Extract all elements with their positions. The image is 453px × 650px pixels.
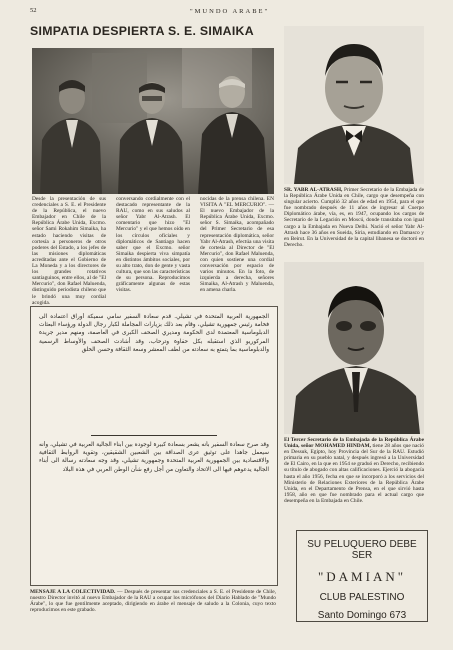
article-column-1: Desde la presentación de sus credenciales a S. E. el Presidente de la República, el nuevo Embajador en Chile de la República Árabe Unida, Excmo. señor Sami Rokahim Simaika, ha estado haciendo visitas de cortesía a personeros de otros poderes del Estado, a los jefes de las misiones diplomáticas acreditadas ante el Gobierno de La Moneda y a los directores de los grandes rotativos santiaguinos, entre ellos, al de "El Mercurio", don Rafael Maluenda, distinguido periodista chileno que le brindó una muy cordial acogida. [32, 196, 106, 306]
ad-line-4: Santo Domingo 673 [317, 610, 407, 621]
portrait-hindam-caption [284, 437, 424, 504]
portrait-atrash [284, 26, 424, 184]
bottom-caption-title: MENSAJE A LA COLECTIVIDAD. [30, 589, 116, 595]
article-column-3: nocidas de la prensa chilena. EN VISITA A "EL MERCURIO". — El nuevo Embajador de la República Árabe Unida, Excmo. señor S. Simaika, acompañado del Primer Secretario de esa representación diplomática, señor Yabr Al-Atrash, efectúa una visita de cortesía al Director de "El Mercurio", don Rafael Maluenda, con quien sostiene una cordial conversación por espacio de varios minutos. En la foto, de izquierda a derecha, señores Simaika, Al-Atrash y Maluenda, en amena charla. [200, 196, 274, 294]
portrait-hindam [284, 262, 424, 434]
portrait-atrash-caption [284, 187, 424, 248]
magazine-name: "MUNDO ARABE" [190, 8, 270, 15]
bottom-caption [30, 589, 276, 613]
arabic-message-text: الجمهورية العربية المتحدة في تشيلي. قدم سعادة السفير سامي سميكة أوراق اعتماده الى فخامة رئيس جمهورية تشيلي، وقام بعد ذلك بزيارات المجاملة لكبار رجال الدولة ورؤساء البعثات الدبلوماسية المعتمدة لدى الحكومة ومديري الصحف الكبرى في العاصمة، ومنهم مدير جريدة المركوريو الذي استقبله بكل حفاوة وترحاب، وقد أشادت الصحف والأوساط الرسمية والدبلوماسية بما يتمتع به سعادته من لطف المعشر وسعة الثقافة وحسن الخلق [39, 314, 269, 353]
caption2-text: tiene 28 años que nació en Dessuk, Egipto, hoy Provincia del Sur de la RAU. Estudió primaria en su pueblo natal, y después ingresó a la Universidad de El Cairo, en la que en 1954 se graduó en Derecho, recibiendo su título de abogado con altas calificaciones. Ejerció la abogacía hasta el año 1956, fecha en que se incorporó a los servicios del Ministerio de Relaciones Exteriores de la República Árabe Unida, en el Departamento de Prensa, en el que sirvió hasta 1958, año en que fue nombrado para el actual cargo que desempeña en la Embajada en Chile. [284, 443, 424, 504]
arabic-message-box [30, 306, 278, 586]
group-photo [32, 48, 274, 194]
caption2-title: El Tercer Secretario de la Embajada de la República Árabe Unida, señor MOHAMED HINDAM, [284, 437, 424, 450]
page-number: 52 [30, 7, 37, 14]
barber-ad [296, 530, 428, 622]
caption1-title: SR. YABR AL-ATRASH, [284, 187, 343, 193]
article-column-2: conversando cordialmente con el destacado representante de la RAU, como en sus saludos al señor Yabr Al-Atrash. El comentario que hizo "El Mercurio" y el que hemos oído en los círculos oficiales y diplomáticos de Santiago hacen saber que el Excmo. señor Simaika despierta viva simpatía en distintos ámbitos sociales, por su alto trato, don de gente y vasta cultura, que son las características de su persona. Reproducimos gráficamente algunas de estas visitas. [116, 196, 190, 294]
article-title: SIMPATIA DESPIERTA S. E. SIMAIKA [30, 24, 254, 38]
ad-line-2: "DAMIAN" [317, 569, 407, 584]
ad-line-3: CLUB PALESTINO [319, 592, 405, 603]
bottom-caption-text: — Después de presentar sus credenciales a S. E. el Presidente de Chile, nuestro Director invitó al nuevo Embajador de la RAU a ocupar los micrófonos del Diario Hablado de "Mundo Árabe", lo que fue gentilmente aceptado, dirigiendo en árabe el mensaje de saludo a la Colonia, cuyo texto reproducimos en este grabado. [30, 589, 276, 614]
caption1-text: Primer Secretario de la Embajada de la República Árabe Unida en Chile, cargo que desempeña con singular acierto. Cumplió 32 años de edad en 1954, para el que fue nombrado después de 11 años de ingresar al Cuerpo Diplomático árabe, vía, es, en 1947, ocupando los cargos de Secretario de la Legación en Moscú, donde transitaba con igual cargo a la Embajada en Nueva Delhi. Nació el señor Yabr Al-Atrash hace 36 años en Sueida, Siria, estudiando en Damasco y en Beirut. En la Universidad de la capital libanesa se doctoró en Derecho. [284, 187, 424, 248]
arabic-divider [91, 435, 217, 436]
ad-line-1: SU PELUQUERO DEBE SER [307, 539, 417, 561]
arabic-message-text-2: وقد صرح سعادة السفير بأنه يشعر بسعادة كبيرة لوجوده بين أبناء الجالية العربية في تشيلي، وأنه سيعمل جاهدا على توثيق عرى الصداقة بين الشعبين الشقيقين، وتقوية الروابط الثقافية والاقتصادية بين الجمهورية العربية المتحدة وجمهورية تشيلي، وقد وجه سعادته رسالة الى أبناء الجالية يدعوهم فيها الى الاتحاد والتعاون من أجل رفع شأن الوطن العربي في هذه البلاد [39, 442, 269, 473]
